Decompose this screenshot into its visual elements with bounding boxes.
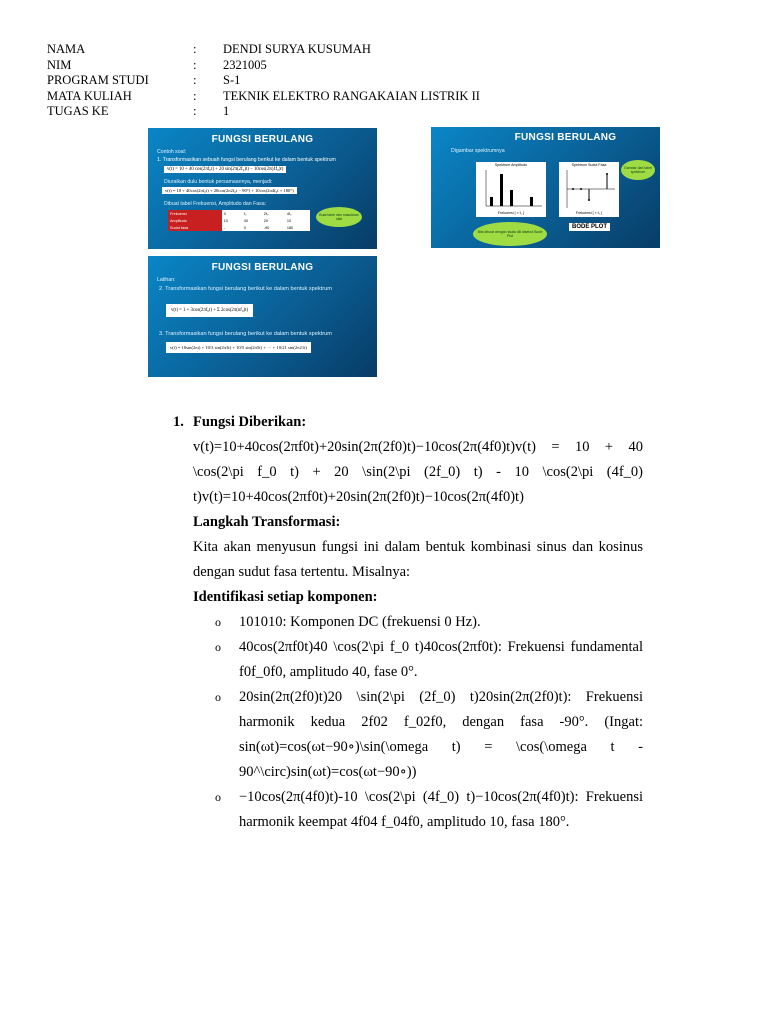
table-cell: 4f₀: [286, 211, 292, 216]
header-row-name: [47, 42, 480, 58]
list-item: [193, 785, 643, 835]
slide-equation: v(t) = 10sin(2πt) + 10/3 sin(2π3t) + 10/5 sin(2π5t) + ··· + 10/21 sin(2π21t): [166, 342, 311, 353]
slide-image-example: [148, 128, 377, 249]
table-cell: 10: [223, 218, 229, 223]
student-info-header: [47, 42, 480, 120]
table-cell: 0: [243, 225, 246, 230]
amplitude-spectrum-plot: [476, 162, 546, 217]
header-value: TEKNIK ELEKTRO RANGAKAIAN LISTRIK II: [223, 88, 480, 103]
table-cell: 20: [263, 218, 268, 223]
header-label: MATA KULIAH: [47, 88, 132, 103]
list-item-text: 20sin(2π(2f0)t)20 \sin(2\pi (2f_0) t)20sin(2π(2f0)t): Frekuensi harmonik kedua 2f02 f_02f0, dengan fasa -90°. (Ingat: sin(ωt)=cos(ωt−90∘)\sin(\omega t) = \cos(\omega t - 90^\circ)sin(ωt)=cos(ωt−90∘)): [239, 689, 643, 780]
section-subheading: Identifikasi setiap komponen:: [193, 589, 378, 605]
slide-equation: v(t) = 10 + 40cos(2πf₀t) + 20cos(2π2f₀t − 90°) + 10cos(2π4f₀t + 180°): [162, 187, 297, 194]
header-row-course: [47, 89, 480, 105]
table-row: [168, 210, 310, 217]
slide-image-exercise: [148, 256, 377, 377]
slide-callout-bubble: Buat tabel dan masukkan nilai: [316, 207, 362, 227]
table-cell: f₀: [243, 211, 247, 216]
header-row-task: [47, 104, 480, 120]
header-value: S-1: [223, 73, 241, 88]
table-cell: Amplitudo: [168, 217, 222, 224]
list-item: [193, 635, 643, 685]
slide-title: FUNGSI BERULANG: [211, 262, 314, 273]
slide-equation: v(t) = 1 + 3cos(2πf₀t) + Σ 2cos(2π(nf₀)t): [166, 304, 253, 317]
bullet-marker: o: [215, 615, 221, 629]
slide-image-spectrum: [431, 127, 660, 248]
header-label: NIM: [47, 57, 72, 72]
section-body: [193, 410, 643, 835]
function-formula: v(t)=10+40cos(2πf0t)+20sin(2π(2f0)t)−10cos(2π(4f0)t)v(t) = 10 + 40 \cos(2\pi f_0 t) + 20 \sin(2\pi (2f_0) t) - 10 \cos(2\pi (4f_0) t)v(t)=10+40cos(2πf0t)+20sin(2π(2f0)t)−10cos(2π(4f0)t): [193, 439, 643, 505]
section-paragraph: Kita akan menyusun fungsi ini dalam bentuk kombinasi sinus dan kosinus dengan sudut fasa tertentu. Misalnya:: [193, 539, 643, 580]
table-cell: 0: [223, 211, 226, 216]
list-item-text: 40cos(2πf0t)40 \cos(2\pi f_0 t)40cos(2πf0t): Frekuensi fundamental f0f_0f0, amplitudo 40, fase 0°.: [239, 639, 643, 680]
plot-title: Spektrum Amplitudo: [494, 163, 528, 167]
section-number: 1.: [173, 414, 184, 430]
header-value: DENDI SURYA KUSUMAH: [223, 42, 371, 56]
header-value: 1: [223, 104, 230, 119]
phase-spectrum-plot: [559, 162, 619, 217]
slide-equation: v(t) = 10 + 40 cos(2πf₀t) + 20 sin(2π(2f₀)t) − 10cos(2π(4f₀)t): [164, 166, 286, 173]
table-cell: 10: [286, 218, 292, 223]
table-row: [168, 224, 310, 231]
plot-title: Spektrum Sudut Fasa: [571, 163, 607, 167]
answer-section: [173, 410, 643, 835]
slide-callout-bubble: Bila dibuat dengan skala dB disebut Bode Plot: [473, 222, 547, 246]
slide-text: 3. Transformasikan fungsi berulang berikut ke dalam bentuk spektrum: [159, 331, 332, 337]
plot-xlabel: Frekuensi [ × f₀ ]: [497, 211, 525, 215]
slide-text: Digambar spektrumnya: [451, 148, 505, 154]
header-row-nim: [47, 58, 480, 74]
table-cell: 40: [243, 218, 249, 223]
slide-text: Contoh soal:: [157, 149, 187, 155]
header-value: 2321005: [223, 57, 267, 72]
list-item: [193, 685, 643, 785]
slide-text: Dibuat tabel Frekuensi, Amplitudo dan Fasa:: [164, 201, 267, 207]
list-item: [193, 610, 643, 635]
table-cell: 180: [286, 225, 294, 230]
amplitude-bars-graphic: [476, 162, 546, 217]
table-cell: 2f₀: [263, 211, 269, 216]
list-item-text: 101010: Komponen DC (frekuensi 0 Hz).: [239, 614, 481, 630]
bullet-marker: o: [215, 640, 221, 654]
slide-title: FUNGSI BERULANG: [514, 132, 617, 143]
slide-text: 2. Transformasikan fungsi berulang berikut ke dalam bentuk spektrum: [159, 286, 332, 292]
header-row-program: [47, 73, 480, 89]
table-cell: -: [223, 225, 226, 230]
component-list: [193, 610, 643, 835]
header-colon: :: [193, 42, 197, 56]
list-item-text: −10cos(2π(4f0)t)-10 \cos(2\pi (4f_0) t)−10cos(2π(4f0)t): Frekuensi harmonik keempat 4f04 f_04f0, amplitudo 10, fasa 180°.: [239, 789, 643, 830]
frequency-table: [168, 210, 310, 231]
header-colon: :: [193, 88, 197, 103]
header-label: PROGRAM STUDI: [47, 73, 149, 88]
header-label: TUGAS KE: [47, 104, 109, 119]
slide-callout-bubble: Gambar dari tabel spektrum: [621, 160, 655, 180]
table-cell: -90: [263, 225, 270, 230]
header-colon: :: [193, 57, 197, 72]
section-heading: Fungsi Diberikan:: [193, 414, 307, 430]
table-row: [168, 217, 310, 224]
plot-xlabel: Frekuensi [ × f₀ ]: [575, 211, 603, 215]
slide-text: 1. Transformasikan sebuah fungsi berulang berikut ke dalam bentuk spektrum: [157, 157, 336, 163]
bullet-marker: o: [215, 690, 221, 704]
header-colon: :: [193, 73, 197, 88]
header-label: NAMA: [47, 42, 86, 56]
header-colon: :: [193, 104, 197, 119]
slide-title: FUNGSI BERULANG: [211, 134, 314, 145]
phase-bars-graphic: [559, 162, 619, 217]
slide-text: Latihan:: [157, 277, 176, 283]
bode-plot-label: BODE PLOT: [569, 223, 610, 231]
table-cell: Frekuensi: [168, 210, 222, 217]
table-cell: Sudut fasa: [168, 224, 222, 231]
section-subheading: Langkah Transformasi:: [193, 514, 341, 530]
slide-text: Diuraikan dulu bentuk persamaannya, menjadi:: [164, 179, 273, 185]
bullet-marker: o: [215, 790, 221, 804]
